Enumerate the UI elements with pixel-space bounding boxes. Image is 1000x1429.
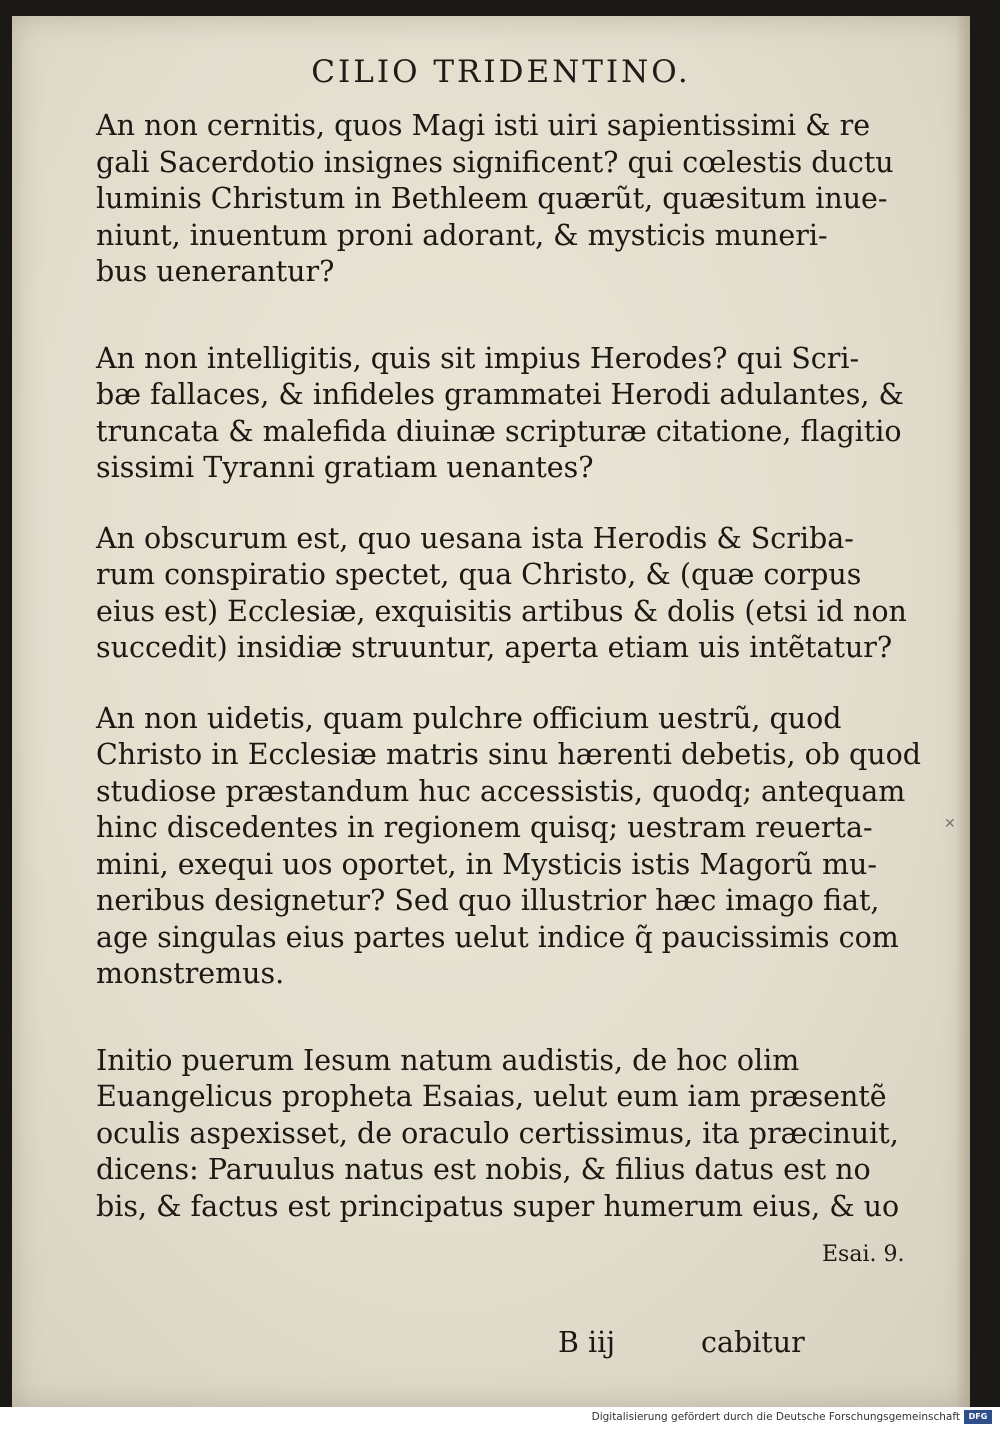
text-line: rum conspiratio spectet, qua Christo, & (quæ corpus (96, 558, 862, 591)
dfg-logo-icon: DFG (964, 1410, 992, 1424)
text-line: An non uidetis, quam pulchre officium uestrũ, quod (96, 701, 842, 735)
paragraph-1 (46, 108, 894, 291)
text-line: An non intelligitis, quis sit impius Herodes? qui Scri- (96, 341, 860, 375)
text-line: bis, & factus est principatus super humerum eius, & uo (96, 1189, 900, 1223)
text-line: Initio puerum Iesum natum audistis, de hoc olim (96, 1043, 800, 1077)
book-page (12, 16, 970, 1407)
marginal-note: Esai. 9. (822, 1242, 905, 1267)
text-line: Euangelicus propheta Esaias, uelut eum iam præsentẽ (96, 1080, 887, 1113)
text-line: studiose præstandum huc accessistis, quodq; antequam (96, 774, 906, 808)
text-line: neribus designetur? Sed quo illustrior hæc imago fiat, (96, 884, 880, 917)
paragraph-5 (46, 1043, 900, 1226)
paragraph-4 (46, 701, 922, 993)
text-line: hinc discedentes in regionem quisq; uestram reuerta- (96, 811, 873, 844)
scan-mark-icon: ✕ (944, 816, 956, 832)
text-line: bus uenerantur? (96, 255, 335, 288)
text-line: An non cernitis, quos Magi isti uiri sapientissimi & re (96, 109, 871, 142)
text-line: gali Sacerdotio insignes significent? qui cœlestis ductu (96, 145, 894, 179)
footer-bar (0, 1407, 1000, 1429)
text-line: An obscurum est, quo uesana ista Herodis & Scriba- (96, 521, 854, 555)
text-line: eius est) Ecclesiæ, exquisitis artibus & dolis (etsi id non (96, 594, 907, 628)
text-line: truncata & malefida diuinæ scripturæ citatione, flagitio (96, 414, 902, 448)
text-line: monstremus. (96, 957, 285, 990)
page-edge-shadow (956, 16, 970, 1407)
text-line: age singulas eius partes uelut indice q̃ paucissimis com (96, 920, 899, 954)
text-line: dicens: Paruulus natus est nobis, & filius datus est no (96, 1153, 871, 1186)
text-line: luminis Christum in Bethleem quærũt, quæsitum inue- (96, 182, 888, 215)
text-line: Christo in Ecclesiæ matris sinu hærenti debetis, ob quod (96, 738, 922, 771)
signature-mark: B iij (558, 1326, 616, 1359)
text-line: mini, exequi uos oportet, in Mysticis istis Magorũ mu- (96, 847, 877, 881)
text-line: oculis aspexisset, de oraculo certissimus, ita præcinuit, (96, 1116, 899, 1150)
text-line: niunt, inuentum proni adorant, & mysticis muneri- (96, 218, 828, 252)
text-line: bæ fallaces, & infideles grammatei Herodi adulantes, & (96, 378, 904, 411)
paragraph-2 (46, 341, 904, 487)
catchline (558, 1326, 828, 1359)
text-line: succedit) insidiæ struuntur, aperta etiam uis intẽtatur? (96, 631, 893, 664)
digitization-credit: Digitalisierung gefördert durch die Deutsche Forschungsgemeinschaft (591, 1411, 960, 1423)
catchword: cabitur (701, 1326, 805, 1359)
text-line: sissimi Tyranni gratiam uenantes? (96, 451, 594, 484)
paragraph-3 (46, 521, 907, 667)
running-title: CILIO TRIDENTINO. (311, 54, 691, 90)
body-text (46, 108, 922, 1225)
